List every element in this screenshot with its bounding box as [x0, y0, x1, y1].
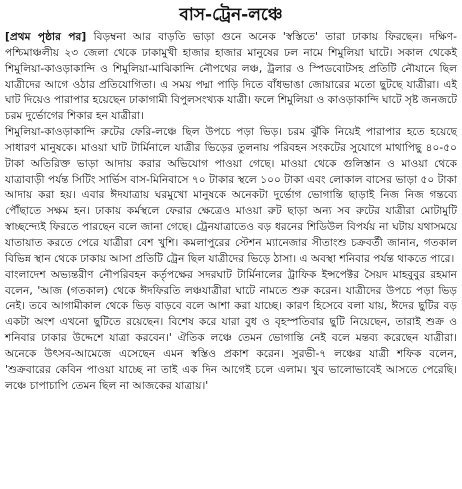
headline: বাস-ট্রেন-লঞ্চে	[179, 5, 283, 25]
article-body	[5, 30, 457, 394]
paragraph-3: বাংলাদেশ অভ্যন্তরীণ নৌপরিবহন কর্তৃপক্ষের সদরঘাট টার্মিনালের ট্রাফিক ইন্সপেক্টর সৈয়দ মাহবুবুর রহমান বলেন, 'আজ (গতকাল) থেকে ঈদফিরতি লঞ্চযাত্রীরা ঘাটে নামতে শুরু করেন। যাত্রীদের উপচে পড়া ভিড় নেই। তবে আগামীকাল থেকে ভিড় বাড়বে বলে আশা করা যাচ্ছে। কারণ হিসেবে বলা যায়, ঈদের ছুটির বড় একটা অংশ এখনো ছুটিতে রয়েছেন। বিশেষ করে যারা বুধ ও বৃহস্পতিবার ছুটি নিয়েছেন, তারাই শুক্র ও শনিবার ঢাকার উদ্দেশে যাত্রা করবেন।' ঐতিক লঞ্চে তেমন ভোগান্তি নেই বলে মন্তব্য করেছেন যাত্রীরা। অনেকে উৎসব-আমেজে এসেছেন এমন স্বস্তিও প্রকাশ করেন। সুরভী-৭ লঞ্চের যাত্রী শফিক বলেন, 'শুক্রবারের কেবিন পাওয়া যাচ্ছে না তাই এক দিন আগেই চলে এলাম। খুব ভালোভাবেই আসতে পেরেছি। লঞ্চে চাপাচাপি তেমন ছিল না আজকের যাত্রায়।'	[5, 268, 457, 392]
paragraph-2: শিমুলিয়া-কাওড়াকান্দি রুটের ফেরি-লঞ্চে ছিল উপচে পড়া ভিড়। চরম ঝুঁকি নিয়েই পারাপার হতে হয়েছে সাধারণ মানুষকে। মাওয়া ঘাট টার্মিনালে যাত্রীর ভিড়ের তুলনায় পরিবহন সংকটের সুযোগে মাথাপিছু ৪০-৫০ টাকা অতিরিক্ত ভাড়া আদায় করার অভিযোগ পাওয়া গেছে। মাওয়া থেকে গুলিস্তান ও মাওয়া থেকে যাত্রাবাড়ী পর্যন্ত সিটিং সার্ভিস বাস-মিনিবাসে ৭০ টাকার স্থলে ১০০ টাকা এবং লোকাল বাসের ভাড়া ৫০ টাকা আদায় করা হয়। এবার ঈদযাত্রায় ঘরমুখো মানুষকে অনেকটা দুর্ভোগ ভোগান্তি ছাড়াই নিজ নিজ গন্তব্যে পৌঁছাতে সক্ষম হন। ঢাকায় কর্মস্থলে ফেরার ক্ষেত্রেও মাওয়া রুট ছাড়া অন্য সব রুটের যাত্রীরা মোটামুটি স্বাচ্ছন্দ্যেই ফিরতে পারছেন বলে জানা গেছে। ট্রেনযাত্রাতেও বড় ধরনের শিডিউল বিপর্যয় না ঘটায় যথাসময়ে যাতায়াত করতে পেরে যাত্রীরা বেশ খুশি। কমলাপুরের স্টেশন ম্যানেজার সীতাংশু চক্রবর্তী জানান, গতকাল বিভিন্ন স্থান থেকে ঢাকায় আসা প্রতিটি ট্রেন ছিল যাত্রীদের ভিড়ে ঠাসা। এ অবস্থা শনিবার পর্যন্ত থাকতে পারে।	[5, 126, 457, 265]
paragraph-1: [প্রথম পৃষ্ঠার পর] বিড়ম্বনা আর বাড়তি ভাড়া গুনে অনেক 'স্বস্তিতে' তারা ঢাকায় ফিরছেন। দক্ষিণ-পশ্চিমাঞ্চলীয় ২৩ জেলা থেকে ঢাকামুখী হাজার হাজার মানুষের ঢল নামে শিমুলিয়া ঘাটে। সকাল থেকেই শিমুলিয়া-কাওড়াকান্দি ও শিমুলিয়া-মাঝিকান্দি নৌপথের লঞ্চ, ট্রলার ও স্পিডবোটসহ প্রতিটি নৌযানে ছিল যাত্রীদের আগে ওঠার প্রতিযোগিতা। এ সময় পদ্মা পাড়ি দিতে বাঁধভাঙা জোয়ারের মতো ছুটছে যাত্রীরা। এই ঘাট দিয়েও পারাপার হয়েছেন ঢাকাগামী বিপুলসংখ্যক যাত্রী। ফলে শিমুলিয়া ও কাওড়াকান্দি ঘাটে সৃষ্ট জনজটে চরম দুর্ভোগের শিকার হন যাত্রীরা।	[5, 31, 457, 123]
continuation-label: প্রথম পৃষ্ঠার পর	[9, 31, 82, 43]
paragraph-1-text: বিড়ম্বনা আর বাড়তি ভাড়া গুনে অনেক 'স্বস্তিতে' তারা ঢাকায় ফিরছেন। দক্ষিণ-পশ্চিমাঞ্চলীয় ২৩ জেলা থেকে ঢাকামুখী হাজার হাজার মানুষের ঢল নামে শিমুলিয়া ঘাটে। সকাল থেকেই শিমুলিয়া-কাওড়াকান্দি ও শিমুলিয়া-মাঝিকান্দি নৌপথের লঞ্চ, ট্রলার ও স্পিডবোটসহ প্রতিটি নৌযানে ছিল যাত্রীদের আগে ওঠার প্রতিযোগিতা। এ সময় পদ্মা পাড়ি দিতে বাঁধভাঙা জোয়ারের মতো ছুটছে যাত্রীরা। এই ঘাট দিয়েও পারাপার হয়েছেন ঢাকাগামী বিপুলসংখ্যক যাত্রী। ফলে শিমুলিয়া ও কাওড়াকান্দি ঘাটে সৃষ্ট জনজটে চরম দুর্ভোগের শিকার হন যাত্রীরা।	[5, 31, 457, 123]
